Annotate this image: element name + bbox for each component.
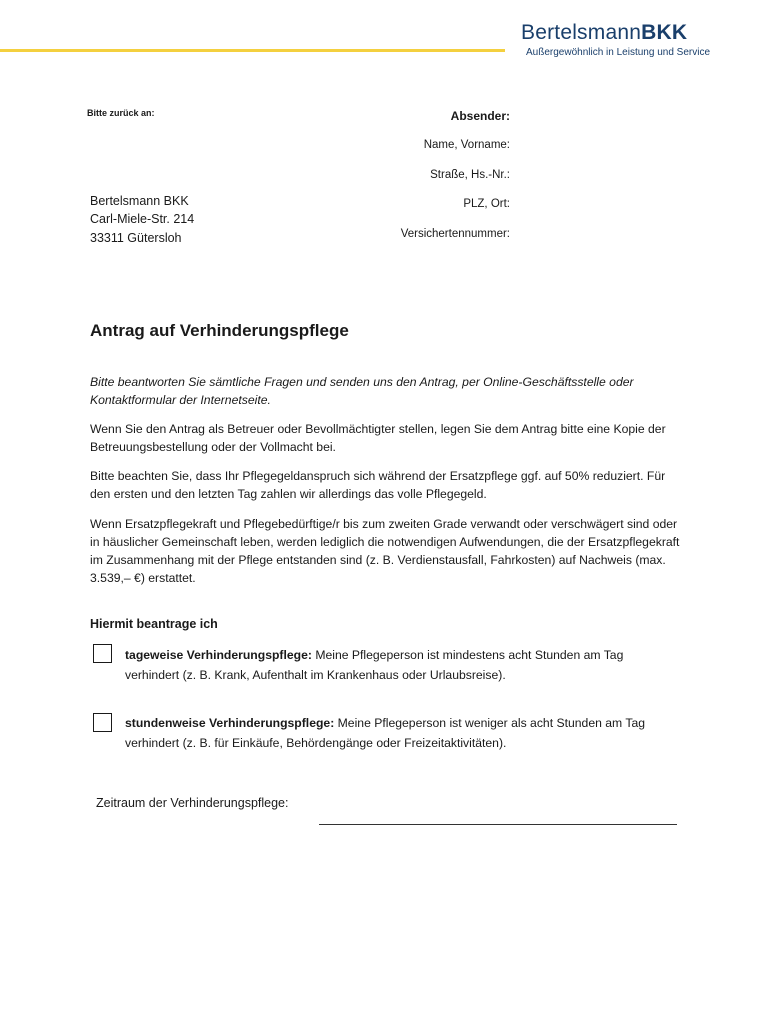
sender-title: Absender: xyxy=(450,109,510,123)
option-daily-title: tageweise Verhinderungspflege: xyxy=(125,648,312,662)
header-accent-bar xyxy=(0,49,505,52)
recipient-city: 33311 Gütersloh xyxy=(90,231,182,245)
option-hourly xyxy=(125,713,680,753)
page-title: Antrag auf Verhinderungspflege xyxy=(90,321,349,340)
paragraph-care-allowance: Bitte beachten Sie, dass Ihr Pflegegeldanspruch sich während der Ersatzpflege ggf. auf 50% reduziert. Für den ersten und den letzten Tag zahlen wir allerdings das volle Pflegegeld. xyxy=(90,469,666,501)
sender-insurance-label: Versichertennummer: xyxy=(400,228,510,240)
brand-tagline: Außergewöhnlich in Leistung und Service xyxy=(526,47,710,58)
paragraph-proxy: Wenn Sie den Antrag als Betreuer oder Bevollmächtigter stellen, legen Sie dem Antrag bitte eine Kopie der Betreuungsbestellung oder der Vollmacht bei. xyxy=(90,422,666,454)
return-label: Bitte zurück an: xyxy=(87,108,155,118)
option-daily xyxy=(125,645,680,685)
paragraph-relatives: Wenn Ersatzpflegekraft und Pflegebedürftige/r bis zum zweiten Grade verwandt oder verschwägert sind oder in häuslicher Gemeinschaft leben, werden lediglich die notwendigen Aufwendungen, die der Ersatzpflegekraft im Zusammenhang mit der Pflege entstanden sind (z. B. Verdienstausfall, Fahrkosten) auf Nachweis (max. 3.539,– €) erstattet. xyxy=(90,517,680,585)
option-daily-text: Meine Pflegeperson ist mindestens acht Stunden am Tag verhindert (z. B. Krank, Aufenthalt im Krankenhaus oder Urlaubsreise). xyxy=(125,648,624,682)
section-title: Hiermit beantrage ich xyxy=(90,617,218,631)
sender-city-label: PLZ, Ort: xyxy=(463,198,510,210)
option-hourly-title: stundenweise Verhinderungspflege: xyxy=(125,716,335,730)
intro-text: Bitte beantworten Sie sämtliche Fragen und senden uns den Antrag, per Online-Geschäftsstelle oder Kontaktformular der Internetseite. xyxy=(90,375,634,407)
sender-name-label: Name, Vorname: xyxy=(423,139,510,151)
period-label: Zeitraum der Verhinderungspflege: xyxy=(96,796,289,810)
checkbox-hourly[interactable] xyxy=(93,713,112,732)
sender-street-label: Straße, Hs.-Nr.: xyxy=(430,169,510,181)
recipient-street: Carl-Miele-Str. 214 xyxy=(90,212,195,226)
checkbox-daily[interactable] xyxy=(93,644,112,663)
option-hourly-text: Meine Pflegeperson ist weniger als acht Stunden am Tag verhindert (z. B. für Einkäufe, Behördengänge oder Freizeitaktivitäten). xyxy=(125,716,646,750)
brand-logo: BertelsmannBKK xyxy=(521,21,688,44)
period-input-line[interactable] xyxy=(319,824,677,825)
recipient-name: Bertelsmann BKK xyxy=(90,194,189,208)
